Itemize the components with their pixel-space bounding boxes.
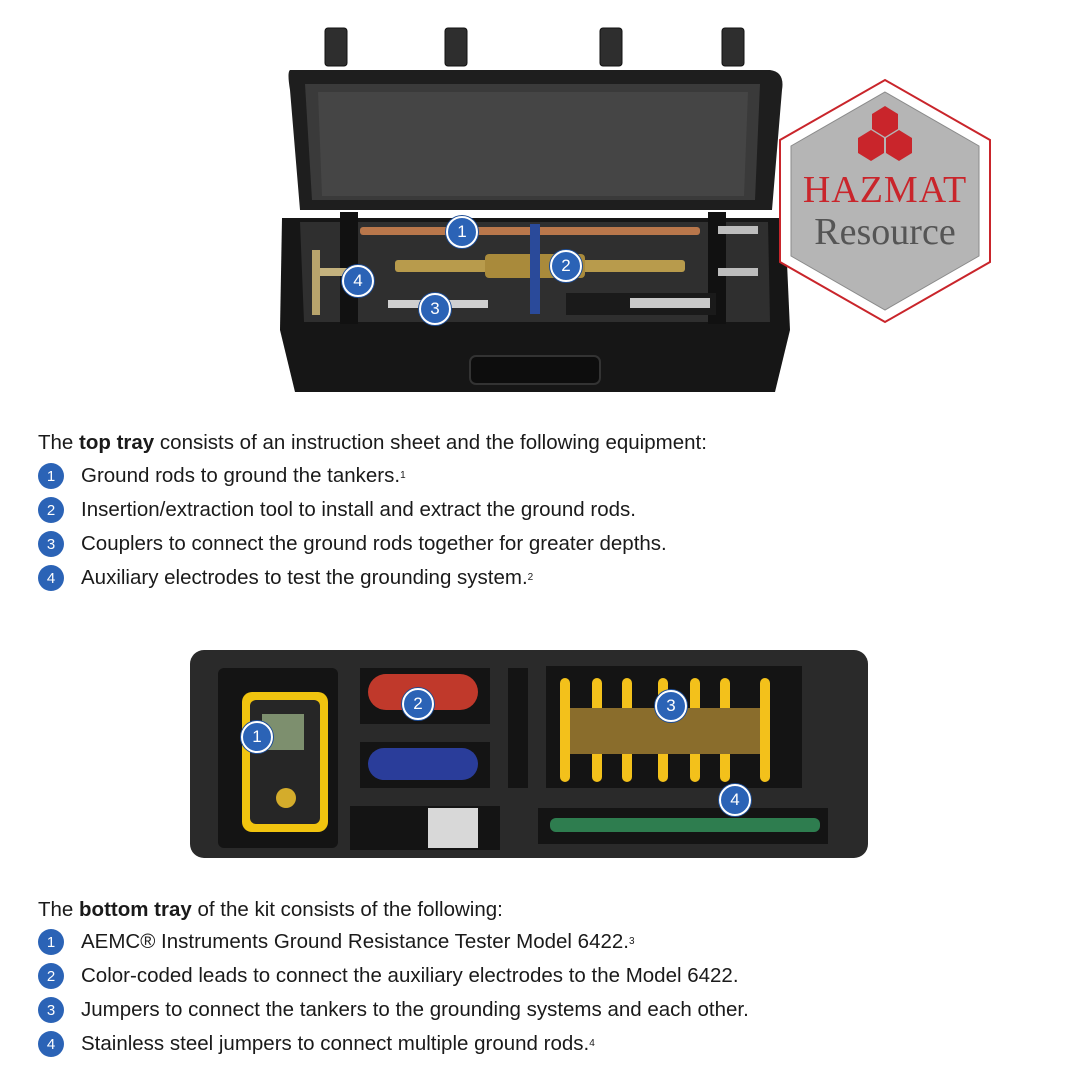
list-item: 3 Couplers to connect the ground rods together for greater depths. xyxy=(38,527,667,561)
number-badge: 1 xyxy=(38,463,64,489)
number-badge: 4 xyxy=(38,1031,64,1057)
number-badge: 3 xyxy=(38,997,64,1023)
list-item: 3 Jumpers to connect the tankers to the grounding systems and each other. xyxy=(38,993,749,1027)
callout-1: 1 xyxy=(241,721,273,753)
callout-3: 3 xyxy=(655,690,687,722)
callout-2: 2 xyxy=(402,688,434,720)
list-item: 2 Insertion/extraction tool to install and extract the ground rods. xyxy=(38,493,667,527)
number-badge: 3 xyxy=(38,531,64,557)
number-badge: 1 xyxy=(38,929,64,955)
bottom-tray-photo xyxy=(190,648,870,860)
callout-3: 3 xyxy=(419,293,451,325)
callout-4: 4 xyxy=(719,784,751,816)
bottom-tray-intro: The bottom tray of the kit consists of the following: xyxy=(38,898,503,921)
logo-line-1: HAZMAT xyxy=(802,169,968,211)
callout-2: 2 xyxy=(550,250,582,282)
number-badge: 2 xyxy=(38,963,64,989)
top-tray-intro: The top tray consists of an instruction sheet and the following equipment: xyxy=(38,431,707,454)
number-badge: 2 xyxy=(38,497,64,523)
list-item: 1 AEMC® Instruments Ground Resistance Tester Model 6422. 3 xyxy=(38,925,749,959)
list-item: 4 Stainless steel jumpers to connect multiple ground rods. 4 xyxy=(38,1027,749,1061)
logo-line-2: Resource xyxy=(814,211,956,253)
callout-1: 1 xyxy=(446,216,478,248)
number-badge: 4 xyxy=(38,565,64,591)
top-tray-list xyxy=(38,459,667,595)
list-item: 4 Auxiliary electrodes to test the grounding system. 2 xyxy=(38,561,667,595)
bottom-tray-list xyxy=(38,925,749,1061)
list-item: 1 Ground rods to ground the tankers. 1 xyxy=(38,459,667,493)
list-item: 2 Color-coded leads to connect the auxiliary electrodes to the Model 6422. xyxy=(38,959,749,993)
callout-4: 4 xyxy=(342,265,374,297)
